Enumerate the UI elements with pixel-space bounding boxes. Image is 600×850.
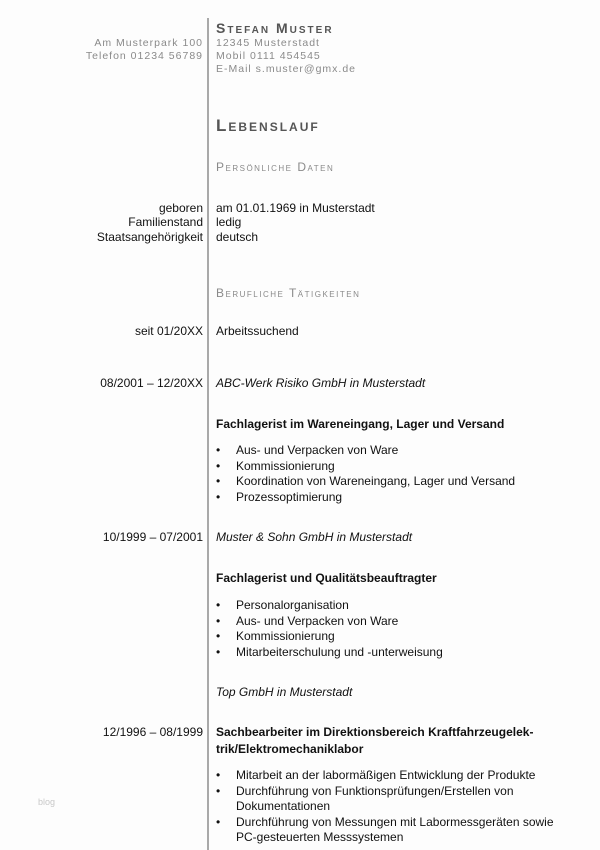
list-item: • Kommissionierung bbox=[216, 629, 335, 643]
entry1-date: seit 01/20XX bbox=[134, 324, 203, 338]
list-item: • Aus- und Verpacken von Ware bbox=[216, 613, 399, 628]
entry3-duties bbox=[216, 598, 443, 660]
entry2-duties bbox=[216, 443, 515, 505]
entry3-date: 10/1999 – 07/2001 bbox=[102, 530, 203, 544]
contact-mobile: Mobil 0111 454545 bbox=[216, 50, 321, 62]
applicant-name: Stefan Muster bbox=[216, 20, 334, 36]
list-item: • Prozessoptimierung bbox=[216, 489, 343, 504]
bullet-glyph: • bbox=[216, 598, 221, 612]
entry3-role: Fachlagerist und Qualitätsbeauftragter bbox=[216, 571, 437, 585]
value-marital-status: ledig bbox=[216, 215, 242, 229]
bullet-glyph: • bbox=[216, 629, 221, 643]
document-title: Lebenslauf bbox=[216, 116, 320, 135]
bullet-glyph: • bbox=[216, 644, 221, 659]
entry4-date: 12/1996 – 08/1999 bbox=[102, 725, 203, 739]
contact-email: E-Mail s.muster@gmx.de bbox=[216, 63, 357, 75]
label-nationality: Staatsangehörigkeit bbox=[96, 230, 203, 244]
list-item: • Mitarbeit an der labormäßigen Entwicklung der Produkte bbox=[216, 768, 536, 782]
list-item: • Koordination von Wareneingang, Lager und Versand bbox=[216, 474, 516, 488]
bullet-glyph: • bbox=[216, 783, 221, 798]
entry2-role: Fachlagerist im Wareneingang, Lager und Versand bbox=[216, 417, 505, 431]
list-item: • Durchführung von Funktionsprüfungen/Erstellen von Dokumentationen bbox=[216, 783, 514, 813]
entry4-role-line2: trik/Elektromechaniklabor bbox=[216, 742, 364, 756]
entry1-text: Arbeitssuchend bbox=[216, 324, 299, 338]
value-born: am 01.01.1969 in Musterstadt bbox=[216, 201, 375, 215]
contact-city: 12345 Musterstadt bbox=[216, 37, 320, 49]
bullet-glyph: • bbox=[216, 489, 221, 504]
entry2-date: 08/2001 – 12/20XX bbox=[100, 376, 203, 390]
list-item: • Mitarbeiterschulung und -unterweisung bbox=[216, 644, 443, 659]
entry4-company: Top GmbH in Musterstadt bbox=[216, 685, 353, 699]
list-item: • Durchführung von Messungen mit Labormessgeräten sowie PC-gesteuerten Messsystemen bbox=[216, 814, 554, 844]
bullet-glyph: • bbox=[216, 613, 221, 628]
contact-phone: Telefon 01234 56789 bbox=[85, 50, 203, 62]
value-nationality: deutsch bbox=[216, 230, 259, 244]
entry3-company: Muster & Sohn GmbH in Musterstadt bbox=[216, 530, 413, 544]
bullet-glyph: • bbox=[216, 443, 221, 457]
contact-street: Am Musterpark 100 bbox=[94, 37, 203, 49]
label-marital-status: Familienstand bbox=[128, 215, 203, 229]
divider-line bbox=[207, 18, 209, 850]
list-item: • Kommissionierung bbox=[216, 458, 335, 473]
bullet-glyph: • bbox=[216, 458, 221, 473]
entry4-duties bbox=[216, 768, 554, 846]
bullet-glyph: • bbox=[216, 814, 221, 829]
bullet-glyph: • bbox=[216, 768, 221, 782]
entry4-role-line1: Sachbearbeiter im Direktionsbereich Kraftfahrzeugelek- bbox=[216, 725, 534, 739]
list-item: • Personalorganisation bbox=[216, 598, 349, 612]
label-born: geboren bbox=[158, 201, 203, 215]
watermark-text: blog bbox=[38, 797, 56, 807]
list-item: • Aus- und Verpacken von Ware bbox=[216, 443, 399, 457]
section-career-heading: Berufliche Tätigkeiten bbox=[216, 286, 361, 300]
section-personal-heading: Persönliche Daten bbox=[216, 160, 335, 174]
bullet-glyph: • bbox=[216, 474, 221, 488]
entry2-company: ABC-Werk Risiko GmbH in Musterstadt bbox=[216, 376, 426, 390]
